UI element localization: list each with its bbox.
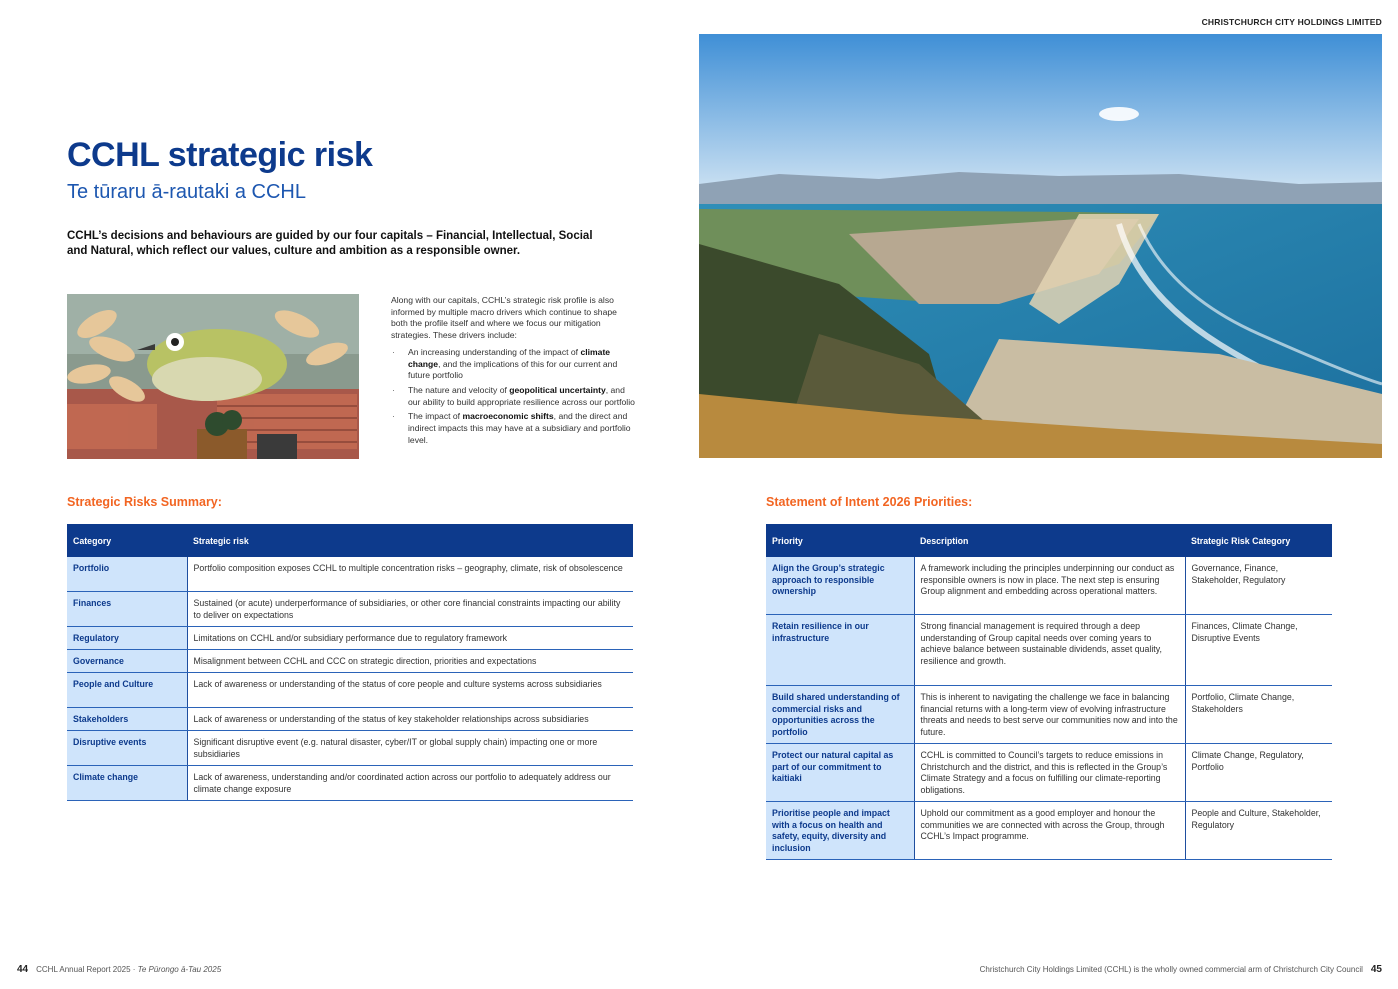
table-row — [67, 627, 633, 650]
table-row — [766, 686, 1332, 744]
priorities-col-description: Description — [914, 524, 1185, 557]
strategic-risks-table — [67, 524, 633, 801]
priorities-col-category: Strategic Risk Category — [1185, 524, 1332, 557]
risk-category: Regulatory — [67, 627, 187, 650]
risk-description: Lack of awareness or understanding of the status of core people and culture systems across subsidiaries — [187, 673, 633, 708]
risk-category: People and Culture — [67, 673, 187, 708]
footer-left — [17, 964, 221, 975]
priorities-heading: Statement of Intent 2026 Priorities: — [766, 495, 973, 509]
risk-category: Stakeholders — [67, 708, 187, 731]
table-row — [67, 708, 633, 731]
risk-description: Sustained (or acute) underperformance of subsidiaries, or other core financial constraints impacting our ability to deliver on expectations — [187, 592, 633, 627]
priority-risk-category: Governance, Finance, Stakeholder, Regulatory — [1185, 557, 1332, 615]
driver-item-geopolitical: · The nature and velocity of geopolitical uncertainty, and our ability to build appropriate resilience across our portfolio — [391, 385, 636, 408]
driver-item-climate: · An increasing understanding of the impact of climate change, and the implications of this for our current and future portfolio — [391, 347, 636, 382]
coastline-photo — [699, 34, 1382, 458]
risk-description: Lack of awareness, understanding and/or coordinated action across our portfolio to adequately address our climate change exposure — [187, 766, 633, 801]
driver-item-macroeconomic: · The impact of macroeconomic shifts, and the direct and indirect impacts this may have at a subsidiary and portfolio level. — [391, 411, 636, 446]
risk-description: Portfolio composition exposes CCHL to multiple concentration risks – geography, climate, risk of obsolescence — [187, 557, 633, 592]
footer-report-title-maori: Te Pūrongo ā-Tau 2025 — [137, 965, 222, 974]
risk-category: Finances — [67, 592, 187, 627]
risk-category: Climate change — [67, 766, 187, 801]
priority-name: Prioritise people and impact with a focus on health and safety, equity, diversity and inclusion — [766, 802, 914, 860]
priority-description: Uphold our commitment as a good employer and honour the communities we are connected with across the Group, through CCHL’s Impact programme. — [914, 802, 1185, 860]
priority-risk-category: Finances, Climate Change, Disruptive Events — [1185, 615, 1332, 686]
risks-heading: Strategic Risks Summary: — [67, 495, 222, 509]
page-number-left: 44 — [17, 964, 29, 975]
page-number-right: 45 — [1370, 964, 1382, 975]
risks-col-category: Category — [67, 524, 187, 557]
priority-description: A framework including the principles underpinning our conduct as responsible owners is now in place. The next step is ensuring Group alignment and embedding across operational matters. — [914, 557, 1185, 615]
table-row — [766, 802, 1332, 860]
priority-name: Protect our natural capital as part of our commitment to kaitiaki — [766, 744, 914, 802]
table-row — [766, 615, 1332, 686]
risk-category: Governance — [67, 650, 187, 673]
risk-description: Significant disruptive event (e.g. natural disaster, cyber/IT or global supply chain) impacting one or more subsidiaries — [187, 731, 633, 766]
risks-col-risk: Strategic risk — [187, 524, 633, 557]
priority-name: Align the Group’s strategic approach to responsible ownership — [766, 557, 914, 615]
risk-description: Limitations on CCHL and/or subsidiary performance due to regulatory framework — [187, 627, 633, 650]
soi-priorities-table — [766, 524, 1332, 860]
table-row — [766, 744, 1332, 802]
risk-category: Disruptive events — [67, 731, 187, 766]
risks-header-row — [67, 524, 633, 557]
footer-disclaimer: Christchurch City Holdings Limited (CCHL) is the wholly owned commercial arm of Christchurch City Council — [979, 965, 1363, 974]
table-row — [67, 557, 633, 592]
footer-report-title: CCHL Annual Report 2025 · — [36, 965, 138, 974]
page-title: CCHL strategic risk — [67, 136, 373, 174]
table-row — [67, 673, 633, 708]
coastline-graphic — [699, 34, 1382, 458]
macro-drivers-text — [391, 295, 636, 449]
drivers-list — [391, 347, 636, 447]
priority-risk-category: People and Culture, Stakeholder, Regulatory — [1185, 802, 1332, 860]
priority-description: This is inherent to navigating the challenge we face in balancing financial returns with a long-term view of evolving infrastructure threats and needs to best serve our communities now and into the future. — [914, 686, 1185, 744]
header-org-name: CHRISTCHURCH CITY HOLDINGS LIMITED — [1201, 17, 1382, 27]
bird-mural-graphic — [67, 294, 359, 459]
drivers-intro: Along with our capitals, CCHL’s strategic risk profile is also informed by multiple macro drivers which continue to shape both the profile itself and where we focus our mitigation strategies. These drivers include: — [391, 295, 617, 341]
priority-risk-category: Portfolio, Climate Change, Stakeholders — [1185, 686, 1332, 744]
footer-right — [880, 964, 1382, 975]
bird-mural-photo — [67, 294, 359, 459]
priority-name: Build shared understanding of commercial risks and opportunities across the portfolio — [766, 686, 914, 744]
priority-description: Strong financial management is required through a deep understanding of Group capital needs over coming years to achieve balance between sustainable dividends, asset quality, resilience and growth. — [914, 615, 1185, 686]
table-row — [67, 731, 633, 766]
table-row — [67, 766, 633, 801]
table-row — [67, 592, 633, 627]
priorities-header-row — [766, 524, 1332, 557]
priority-risk-category: Climate Change, Regulatory, Portfolio — [1185, 744, 1332, 802]
intro-paragraph: CCHL’s decisions and behaviours are guided by our four capitals – Financial, Intellectual, Social and Natural, which reflect our values, culture and ambition as a responsible owner. — [67, 230, 593, 257]
priority-description: CCHL is committed to Council’s targets to reduce emissions in Christchurch and the district, and this is reflected in the Group’s Climate Strategy and a focus on fulfilling our climate-reporting obligations. — [914, 744, 1185, 802]
priority-name: Retain resilience in our infrastructure — [766, 615, 914, 686]
page-subtitle: Te tūraru ā-rautaki a CCHL — [67, 181, 306, 203]
risk-category: Portfolio — [67, 557, 187, 592]
table-row — [67, 650, 633, 673]
risk-description: Misalignment between CCHL and CCC on strategic direction, priorities and expectations — [187, 650, 633, 673]
risk-description: Lack of awareness or understanding of the status of key stakeholder relationships across subsidiaries — [187, 708, 633, 731]
priorities-col-priority: Priority — [766, 524, 914, 557]
table-row — [766, 557, 1332, 615]
